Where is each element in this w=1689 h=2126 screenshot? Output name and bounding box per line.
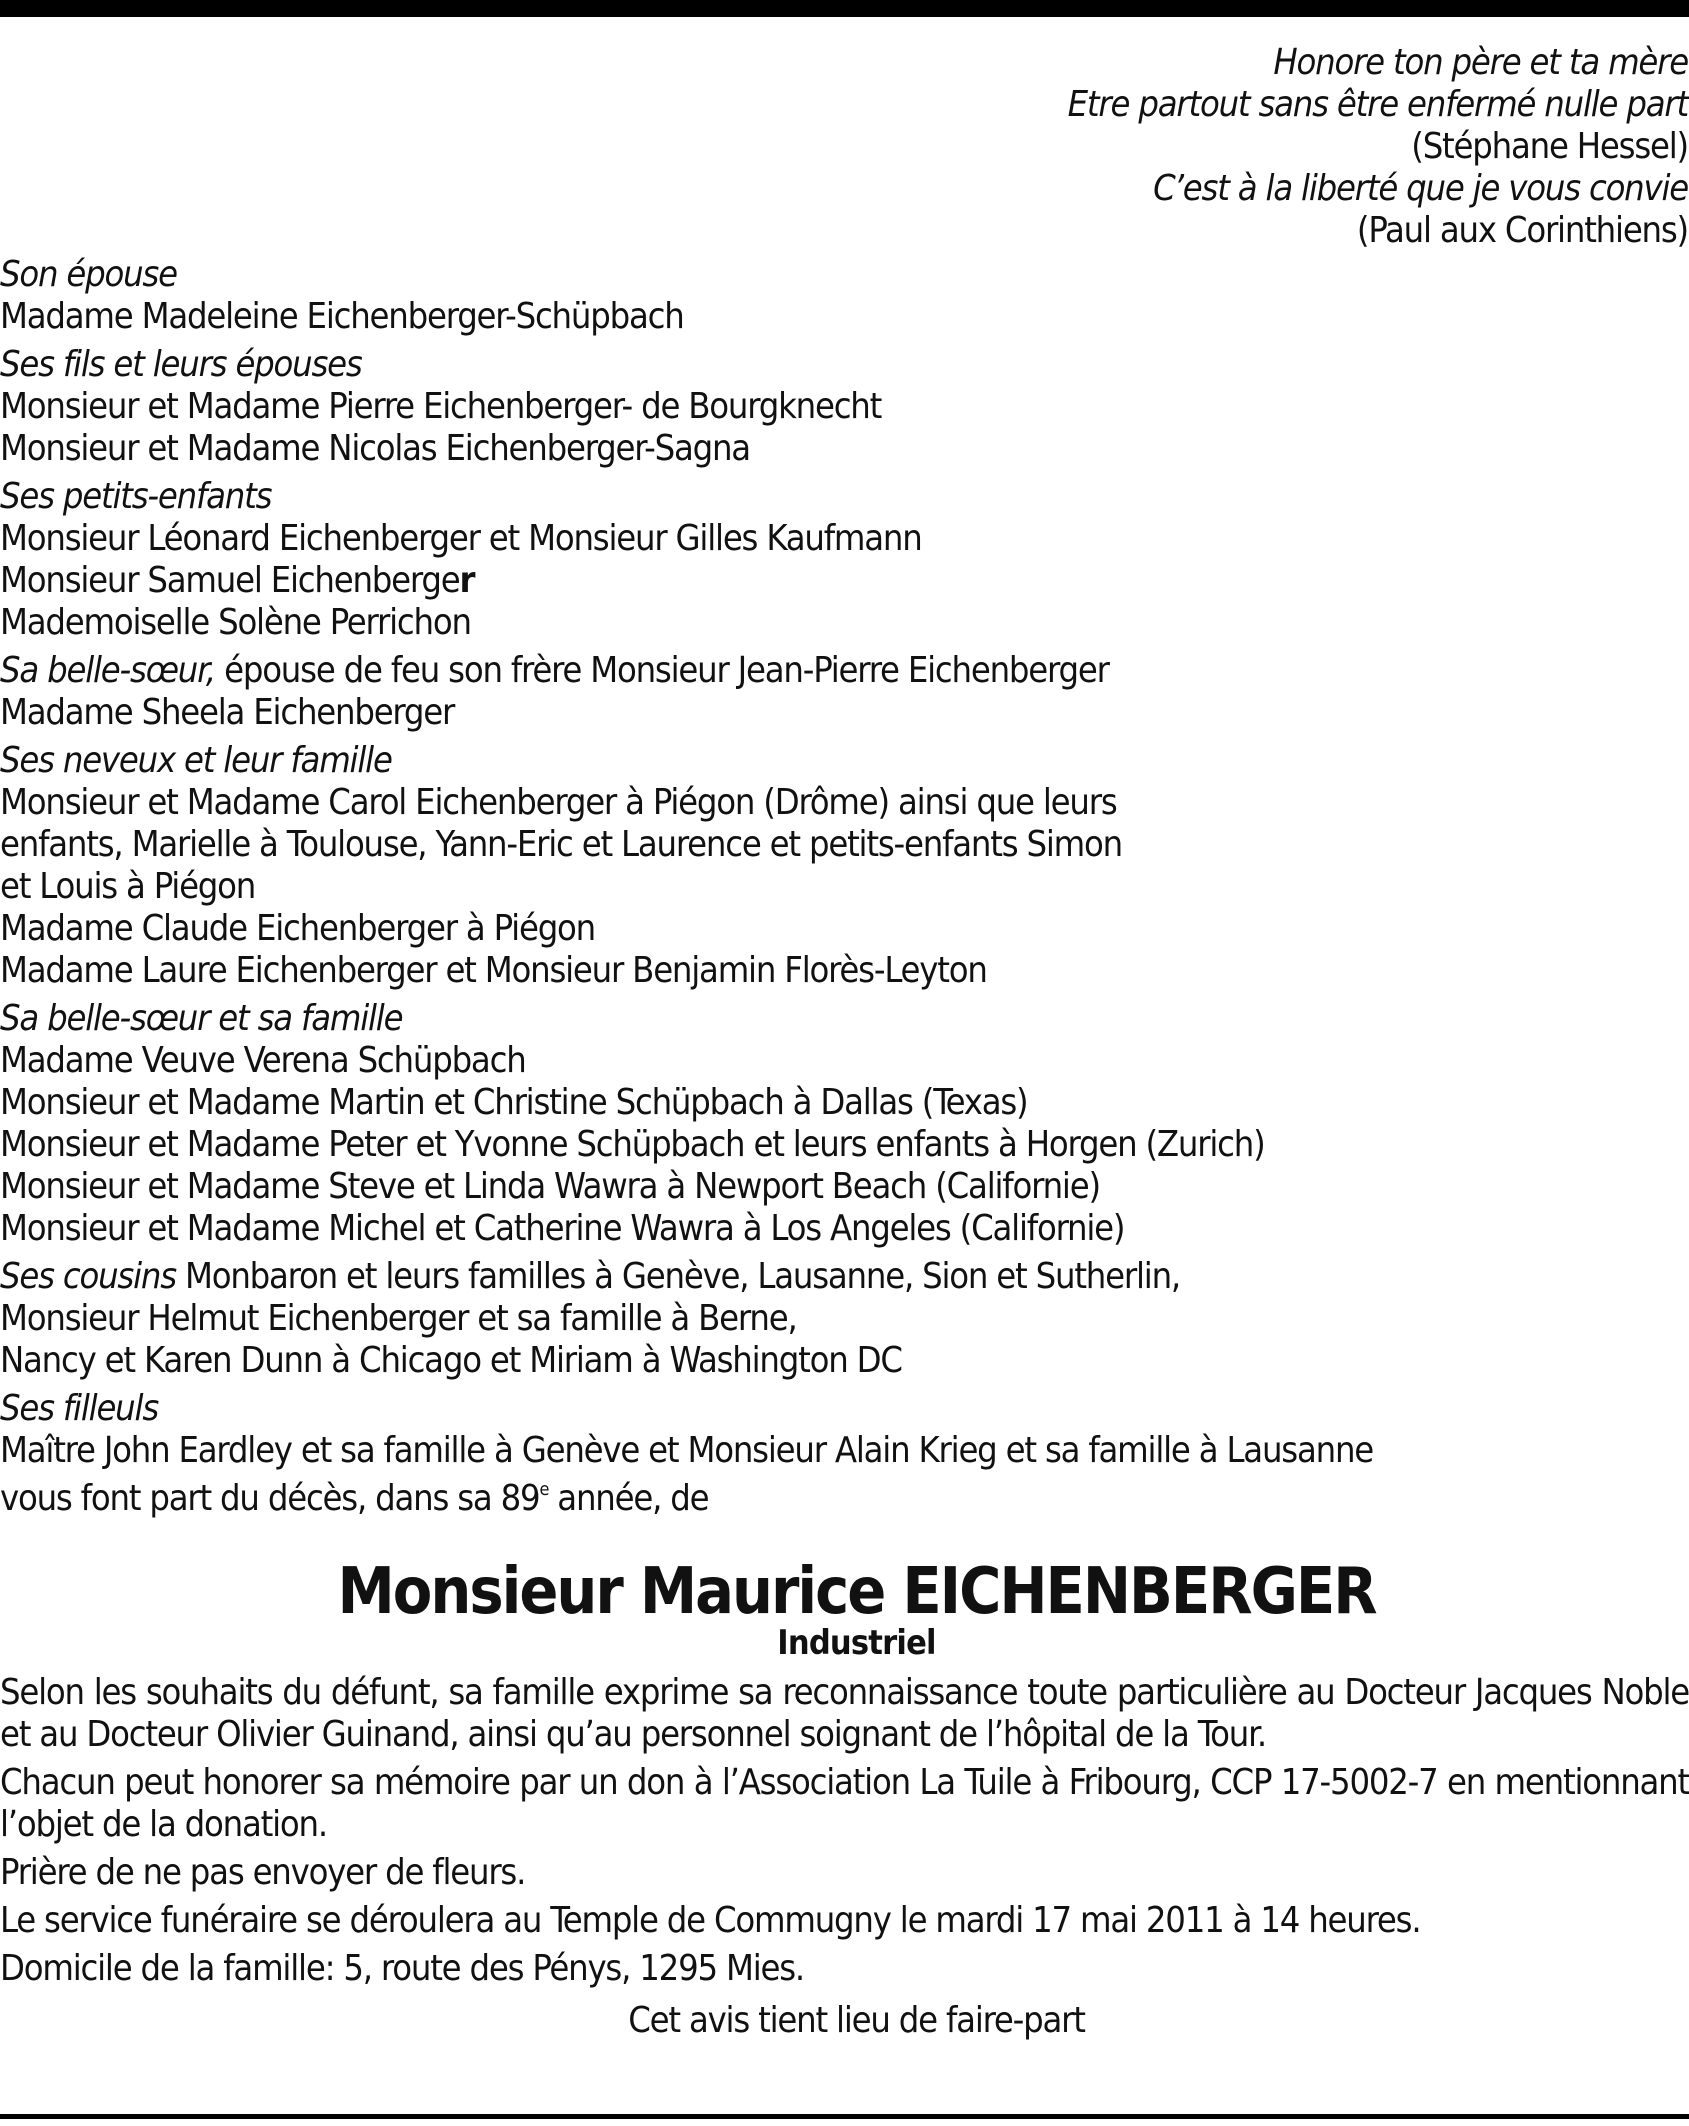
acknowledgement-paragraph: Selon les souhaits du défunt, sa famille exprime sa reconnaissance toute particulière au Docteur Jacques Noble et au Docteur Olivier Guinand, ainsi qu’au personnel soignant de l’hôpital de la Tour. [0, 1672, 1689, 1755]
family-member: Maître John Eardley et sa famille à Genève et Monsieur Alain Krieg et sa famille à Lausanne [0, 1430, 1374, 1471]
family-member-text: r [459, 560, 475, 601]
epigraph-line: Honore ton père et ta mère [1273, 42, 1688, 83]
epigraph-line: Etre partout sans être enfermé nulle part [1067, 84, 1688, 125]
section-heading-sons: Ses fils et leurs épouses [0, 344, 362, 385]
family-member: Madame Veuve Verena Schüpbach [0, 1040, 526, 1081]
service-paragraph: Le service funéraire se déroulera au Temple de Commugny le mardi 17 mai 2011 à 14 heures. [0, 1900, 1421, 1941]
family-member: et Louis à Piégon [0, 866, 256, 907]
family-member: Monsieur et Madame Peter et Yvonne Schüpbach et leurs enfants à Horgen (Zurich) [0, 1124, 1265, 1165]
section-heading-sister-in-law [0, 650, 1689, 692]
announcement-text: vous font part du décès, dans sa 89 [0, 1478, 540, 1519]
section-heading-sister-in-law-family: Sa belle-sœur et sa famille [0, 998, 403, 1039]
family-member-text: Monbaron et leurs familles à Genève, Lausanne, Sion et Sutherlin, [175, 1256, 1180, 1297]
family-member: Nancy et Karen Dunn à Chicago et Miriam à Washington DC [0, 1340, 902, 1381]
announcement-line [0, 1478, 1689, 1520]
ordinal-superscript: e [539, 1479, 549, 1500]
section-heading-text: Ses cousins [0, 1256, 176, 1297]
family-member-text: Monsieur Samuel Eichenberge [0, 560, 460, 601]
epigraph [0, 42, 1689, 252]
section-heading-note: épouse de feu son frère Monsieur Jean-Pierre Eichenberger [215, 650, 1109, 691]
family-member: Monsieur Léonard Eichenberger et Monsieur Gilles Kaufmann [0, 518, 922, 559]
section-heading-godchildren: Ses filleuls [0, 1388, 158, 1429]
family-member: Monsieur Helmut Eichenberger et sa famille à Berne, [0, 1298, 797, 1339]
family-member: Madame Claude Eichenberger à Piégon [0, 908, 595, 949]
epigraph-attribution: (Paul aux Corinthiens) [1356, 210, 1688, 251]
family-member: Monsieur et Madame Nicolas Eichenberger-Sagna [0, 428, 750, 469]
closing-note: Cet avis tient lieu de faire-part [628, 2000, 1085, 2041]
family-address-paragraph: Domicile de la famille: 5, route des Pénys, 1295 Mies. [0, 1948, 804, 1989]
deceased-title: Industriel [777, 1623, 936, 1663]
epigraph-attribution: (Stéphane Hessel) [1411, 126, 1688, 167]
announcement-text: année, de [548, 1478, 709, 1519]
epigraph-line: C’est à la liberté que je vous convie [1153, 168, 1688, 209]
family-member [0, 560, 1689, 602]
section-heading-grandchildren: Ses petits-enfants [0, 476, 272, 517]
section-heading-cousins [0, 1256, 1689, 1298]
donation-paragraph: Chacun peut honorer sa mémoire par un don à l’Association La Tuile à Fribourg, CCP 17-5002-7 en mentionnant l’objet de la donation. [0, 1762, 1689, 1845]
family-member: Madame Madeleine Eichenberger-Schüpbach [0, 296, 684, 337]
family-member: Mademoiselle Solène Perrichon [0, 602, 471, 643]
no-flowers-paragraph: Prière de ne pas envoyer de fleurs. [0, 1852, 526, 1893]
family-list [0, 254, 1689, 1520]
family-member: Monsieur et Madame Michel et Catherine Wawra à Los Angeles (Californie) [0, 1208, 1125, 1249]
section-heading-nephews: Ses neveux et leur famille [0, 740, 392, 781]
section-heading-spouse: Son épouse [0, 254, 177, 295]
top-rule [0, 0, 1689, 17]
family-member: Madame Sheela Eichenberger [0, 692, 455, 733]
family-member: Madame Laure Eichenberger et Monsieur Benjamin Florès-Leyton [0, 950, 987, 991]
family-member: Monsieur et Madame Steve et Linda Wawra à Newport Beach (Californie) [0, 1166, 1100, 1207]
family-member: Monsieur et Madame Martin et Christine Schüpbach à Dallas (Texas) [0, 1082, 1028, 1123]
deceased-name: Monsieur Maurice EICHENBERGER [337, 1555, 1376, 1629]
family-member: enfants, Marielle à Toulouse, Yann-Eric et Laurence et petits-enfants Simon [0, 824, 1122, 865]
section-heading-text: Sa belle-sœur, [0, 650, 216, 691]
bottom-rule [0, 2114, 1689, 2119]
family-member: Monsieur et Madame Pierre Eichenberger- de Bourgknecht [0, 386, 882, 427]
death-notice [0, 42, 1689, 2042]
family-member: Monsieur et Madame Carol Eichenberger à Piégon (Drôme) ainsi que leurs [0, 782, 1117, 823]
